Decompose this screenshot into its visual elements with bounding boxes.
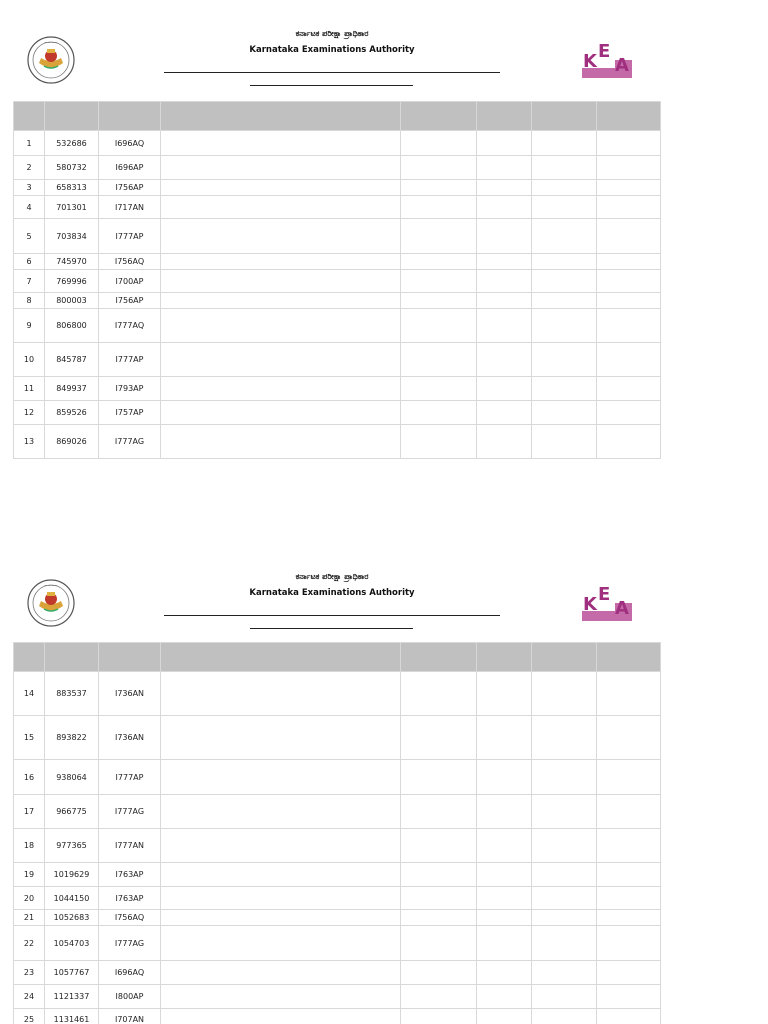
kea-logo-icon (582, 38, 632, 78)
kea-logo-a: A (615, 55, 629, 76)
code-cell: I756AP (99, 293, 161, 309)
header-cell (597, 643, 661, 672)
code-cell: I756AQ (99, 910, 161, 926)
results-table (13, 101, 661, 459)
page-1 (0, 0, 768, 446)
code-cell: I696AQ (99, 131, 161, 156)
table-row (14, 254, 661, 270)
table-row (14, 910, 661, 926)
table-row (14, 795, 661, 829)
id-cell: 849937 (45, 377, 99, 401)
page-header (0, 543, 768, 643)
serial-cell: 5 (14, 219, 45, 254)
code-cell: I777AG (99, 795, 161, 829)
serial-cell: 12 (14, 401, 45, 425)
table-row (14, 131, 661, 156)
id-cell: 580732 (45, 156, 99, 180)
table-row (14, 863, 661, 887)
code-cell: I707AN (99, 1009, 161, 1024)
table-row (14, 293, 661, 309)
code-cell: I763AP (99, 887, 161, 910)
code-cell: I756AP (99, 180, 161, 196)
header-rule (164, 72, 500, 73)
svg-text:~~~~: ~~~~ (44, 583, 58, 588)
serial-cell: 18 (14, 829, 45, 863)
table-row (14, 309, 661, 343)
page-header (0, 0, 768, 100)
id-cell: 532686 (45, 131, 99, 156)
table-row (14, 716, 661, 760)
title-kannada: ಕರ್ನಾಟಕ ಪರೀಕ್ಷಾ ಪ್ರಾಧಿಕಾರ (295, 29, 369, 38)
serial-cell: 19 (14, 863, 45, 887)
serial-cell: 6 (14, 254, 45, 270)
code-cell: I696AP (99, 156, 161, 180)
code-cell: I756AQ (99, 254, 161, 270)
header-cell (14, 102, 45, 131)
code-cell: I736AN (99, 672, 161, 716)
serial-cell: 11 (14, 377, 45, 401)
svg-text:~~~~: ~~~~ (44, 40, 58, 45)
table-row (14, 270, 661, 293)
code-cell: I800AP (99, 985, 161, 1009)
table-row (14, 401, 661, 425)
header-cell (532, 643, 597, 672)
table-row (14, 887, 661, 910)
code-cell: I793AP (99, 377, 161, 401)
title-english: Karnataka Examinations Authority (249, 45, 415, 55)
id-cell: 1019629 (45, 863, 99, 887)
page-2 (0, 543, 768, 1024)
header-cell (161, 643, 401, 672)
header-cell (477, 643, 532, 672)
serial-cell: 7 (14, 270, 45, 293)
title-english: Karnataka Examinations Authority (249, 588, 415, 598)
id-cell: 703834 (45, 219, 99, 254)
code-cell: I777AP (99, 219, 161, 254)
header-cell (99, 643, 161, 672)
header-cell (532, 102, 597, 131)
serial-cell: 15 (14, 716, 45, 760)
table-row (14, 219, 661, 254)
serial-cell: 25 (14, 1009, 45, 1024)
code-cell: I777AG (99, 425, 161, 459)
header-cell (597, 102, 661, 131)
id-cell: 701301 (45, 196, 99, 219)
kea-logo-icon (582, 581, 632, 621)
id-cell: 658313 (45, 180, 99, 196)
serial-cell: 1 (14, 131, 45, 156)
code-cell: I777AP (99, 343, 161, 377)
code-cell: I777AN (99, 829, 161, 863)
serial-cell: 13 (14, 425, 45, 459)
serial-cell: 4 (14, 196, 45, 219)
table-row (14, 343, 661, 377)
table-row (14, 985, 661, 1009)
id-cell: 1131461 (45, 1009, 99, 1024)
table-row (14, 672, 661, 716)
id-cell: 859526 (45, 401, 99, 425)
kea-logo-e: E (598, 584, 611, 605)
id-cell: 745970 (45, 254, 99, 270)
header-cell (477, 102, 532, 131)
header-cell (401, 102, 477, 131)
code-cell: I777AP (99, 760, 161, 795)
table-row (14, 377, 661, 401)
code-cell: I763AP (99, 863, 161, 887)
id-cell: 806800 (45, 309, 99, 343)
id-cell: 883537 (45, 672, 99, 716)
table-row (14, 196, 661, 219)
code-cell: I717AN (99, 196, 161, 219)
table-row (14, 926, 661, 961)
header-subrule (250, 85, 413, 86)
title-kannada: ಕರ್ನಾಟಕ ಪರೀಕ್ಷಾ ಪ್ರಾಧಿಕಾರ (295, 572, 369, 581)
id-cell: 1121337 (45, 985, 99, 1009)
table-row (14, 425, 661, 459)
header-rule (164, 615, 500, 616)
table-row (14, 961, 661, 985)
id-cell: 845787 (45, 343, 99, 377)
serial-cell: 3 (14, 180, 45, 196)
kea-logo-e: E (598, 41, 611, 62)
serial-cell: 8 (14, 293, 45, 309)
serial-cell: 22 (14, 926, 45, 961)
kea-logo-k: K (583, 594, 597, 615)
serial-cell: 23 (14, 961, 45, 985)
header-cell (99, 102, 161, 131)
serial-cell: 14 (14, 672, 45, 716)
id-cell: 1052683 (45, 910, 99, 926)
id-cell: 977365 (45, 829, 99, 863)
id-cell: 800003 (45, 293, 99, 309)
karnataka-emblem-icon (26, 579, 76, 627)
header-cell (401, 643, 477, 672)
code-cell: I696AQ (99, 961, 161, 985)
table-row (14, 156, 661, 180)
id-cell: 869026 (45, 425, 99, 459)
table-row (14, 760, 661, 795)
code-cell: I777AQ (99, 309, 161, 343)
results-table (13, 642, 661, 1024)
serial-cell: 9 (14, 309, 45, 343)
code-cell: I757AP (99, 401, 161, 425)
header-cell (161, 102, 401, 131)
code-cell: I777AG (99, 926, 161, 961)
id-cell: 938064 (45, 760, 99, 795)
table-header-row (14, 102, 661, 131)
id-cell: 893822 (45, 716, 99, 760)
serial-cell: 24 (14, 985, 45, 1009)
id-cell: 1054703 (45, 926, 99, 961)
table-row (14, 180, 661, 196)
serial-cell: 10 (14, 343, 45, 377)
id-cell: 769996 (45, 270, 99, 293)
table-row (14, 829, 661, 863)
kea-logo-k: K (583, 51, 597, 72)
header-subrule (250, 628, 413, 629)
table-header-row (14, 643, 661, 672)
id-cell: 1044150 (45, 887, 99, 910)
kea-logo-a: A (615, 598, 629, 619)
id-cell: 966775 (45, 795, 99, 829)
header-cell (14, 643, 45, 672)
serial-cell: 17 (14, 795, 45, 829)
header-cell (45, 102, 99, 131)
header-cell (45, 643, 99, 672)
serial-cell: 2 (14, 156, 45, 180)
table-row (14, 1009, 661, 1024)
code-cell: I700AP (99, 270, 161, 293)
id-cell: 1057767 (45, 961, 99, 985)
serial-cell: 21 (14, 910, 45, 926)
serial-cell: 20 (14, 887, 45, 910)
code-cell: I736AN (99, 716, 161, 760)
karnataka-emblem-icon (26, 36, 76, 84)
serial-cell: 16 (14, 760, 45, 795)
